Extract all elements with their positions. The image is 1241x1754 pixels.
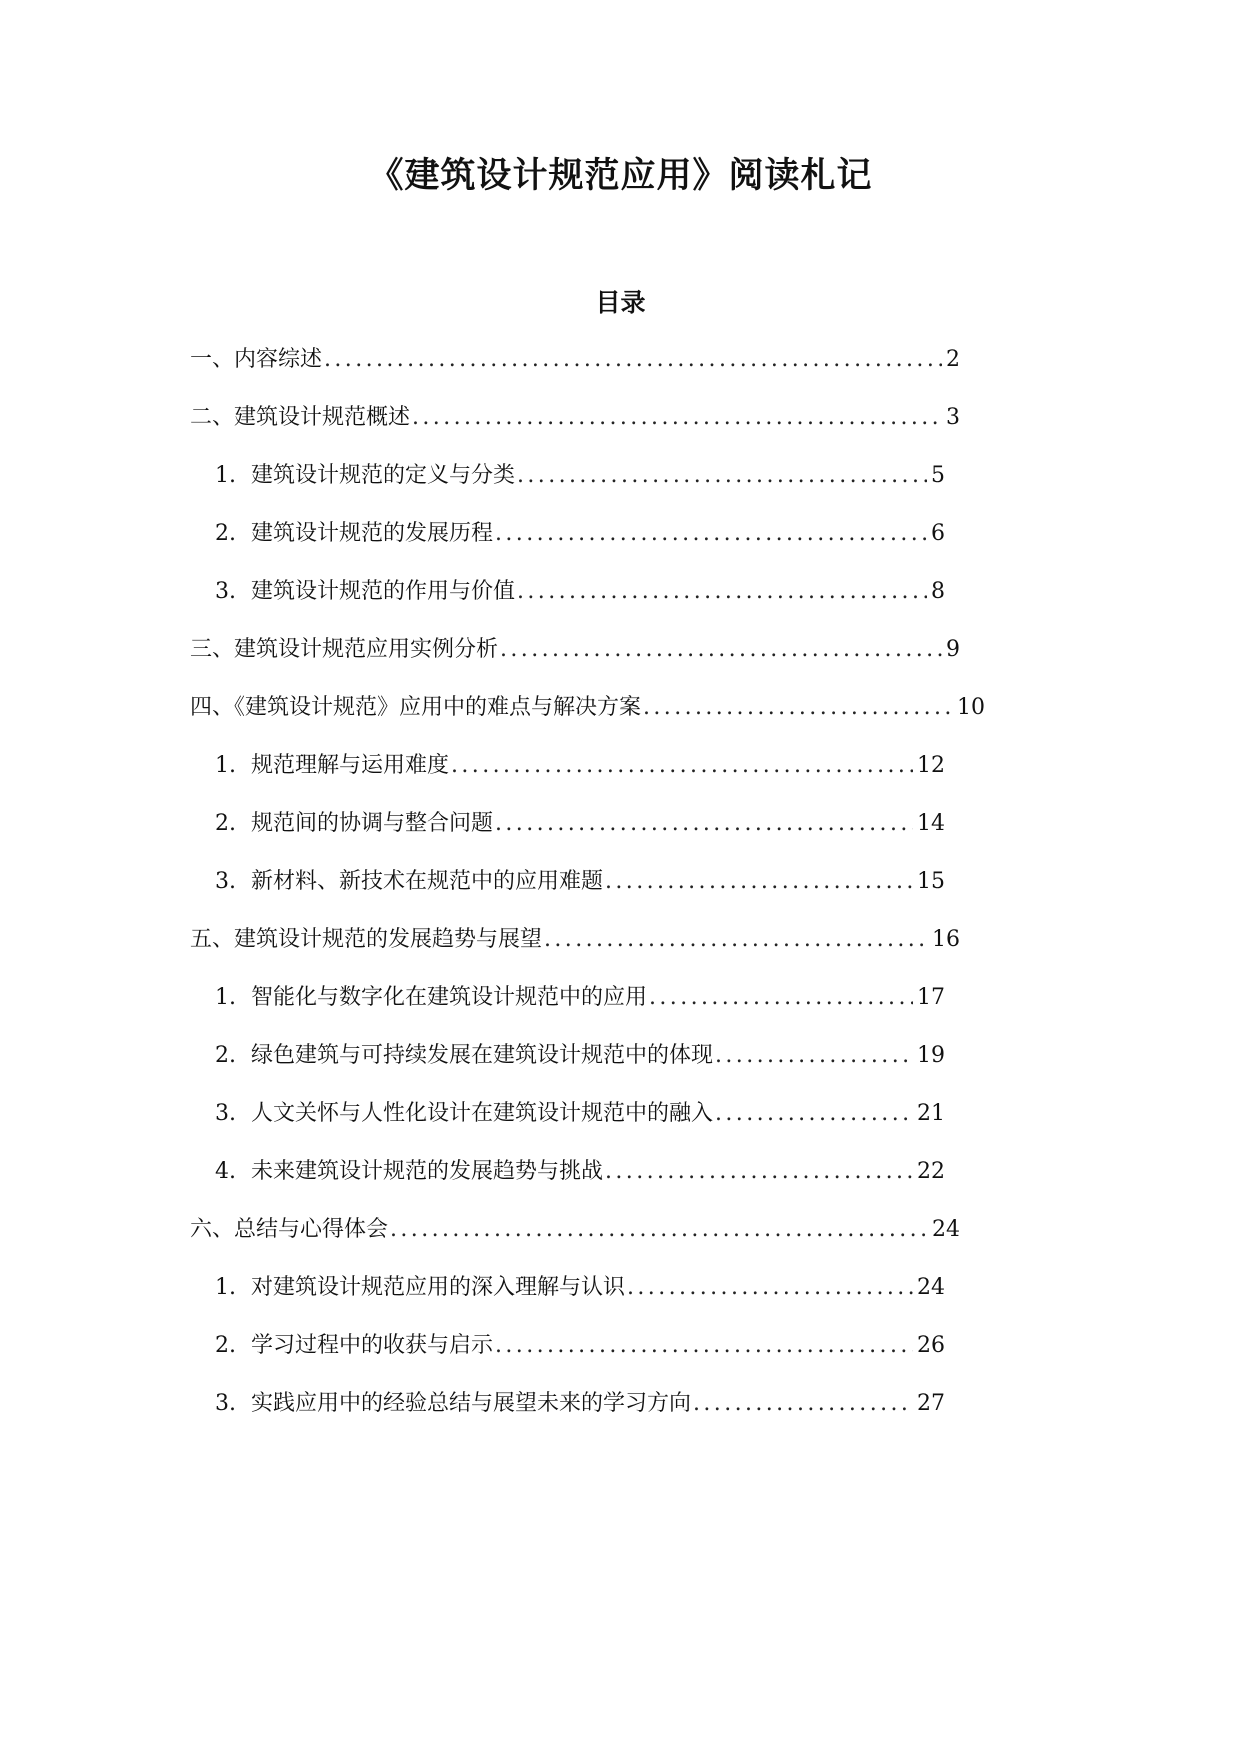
toc-entry-number: 3. xyxy=(215,1391,236,1416)
toc-entry-number: 3. xyxy=(215,869,236,894)
toc-entry[interactable] xyxy=(215,519,945,549)
toc-dot-leader xyxy=(643,693,953,723)
toc-entry-page-number: 16 xyxy=(932,927,960,952)
toc-entry-page-number: 6 xyxy=(931,521,945,546)
toc-entry[interactable] xyxy=(215,577,945,607)
toc-entry-title: 六、总结与心得体会 xyxy=(190,1217,389,1242)
toc-entry[interactable] xyxy=(215,1041,945,1071)
toc-dot-leader xyxy=(649,983,913,1013)
toc-entry-page-number: 14 xyxy=(917,811,945,836)
toc-dot-leader xyxy=(544,925,928,955)
toc-dot-leader xyxy=(715,1041,913,1071)
toc-entry[interactable] xyxy=(215,867,945,897)
toc-entry-number: 3. xyxy=(215,1101,236,1126)
toc-entry-title: 人文关怀与人性化设计在建筑设计规范中的融入 xyxy=(251,1101,714,1126)
toc-entry-title: 二、建筑设计规范概述 xyxy=(190,405,411,430)
toc-entry-number: 2. xyxy=(215,1333,236,1358)
toc-entry[interactable] xyxy=(215,1389,945,1419)
toc-entry-number: 1. xyxy=(215,1275,236,1300)
toc-dot-leader xyxy=(715,1099,913,1129)
toc-entry-number: 4. xyxy=(215,1159,236,1184)
toc-entry-title: 建筑设计规范的作用与价值 xyxy=(251,579,516,604)
toc-entry-title: 三、建筑设计规范应用实例分析 xyxy=(190,637,499,662)
toc-dot-leader xyxy=(412,403,942,433)
toc-entry[interactable] xyxy=(215,751,945,781)
toc-entry-page-number: 19 xyxy=(917,1043,945,1068)
toc-entry-title: 规范理解与运用难度 xyxy=(251,753,450,778)
toc-entry-page-number: 24 xyxy=(917,1275,945,1300)
toc-entry-title: 实践应用中的经验总结与展望未来的学习方向 xyxy=(251,1391,692,1416)
toc-entry[interactable] xyxy=(215,1331,945,1361)
toc-dot-leader xyxy=(495,519,927,549)
toc-entry[interactable] xyxy=(215,1157,945,1187)
toc-entry-page-number: 24 xyxy=(932,1217,960,1242)
toc-dot-leader xyxy=(495,809,913,839)
toc-dot-leader xyxy=(517,461,927,491)
toc-dot-leader xyxy=(627,1273,913,1303)
toc-entry-page-number: 17 xyxy=(917,985,945,1010)
toc-entry-page-number: 15 xyxy=(917,869,945,894)
toc-entry-page-number: 2 xyxy=(946,347,960,372)
toc-entry[interactable] xyxy=(215,461,945,491)
toc-entry[interactable] xyxy=(215,1273,945,1303)
toc-entry-title: 规范间的协调与整合问题 xyxy=(251,811,494,836)
toc-dot-leader xyxy=(451,751,913,781)
toc-entry-page-number: 12 xyxy=(917,753,945,778)
toc-entry[interactable] xyxy=(190,925,960,955)
toc-entry[interactable] xyxy=(190,635,960,665)
toc-entry-number: 3. xyxy=(215,579,236,604)
toc-entry-title: 对建筑设计规范应用的深入理解与认识 xyxy=(251,1275,626,1300)
toc-entry[interactable] xyxy=(190,403,960,433)
toc-dot-leader xyxy=(495,1331,913,1361)
toc-dot-leader xyxy=(693,1389,913,1419)
toc-entry-number: 1. xyxy=(215,463,236,488)
toc-entry-number: 2. xyxy=(215,811,236,836)
toc-entry-number: 2. xyxy=(215,1043,236,1068)
toc-entry-page-number: 10 xyxy=(957,695,985,720)
toc-dot-leader xyxy=(605,1157,913,1187)
toc-entry-page-number: 26 xyxy=(917,1333,945,1358)
toc-entry-page-number: 8 xyxy=(931,579,945,604)
toc-entry[interactable] xyxy=(190,345,960,375)
toc-entry-title: 未来建筑设计规范的发展趋势与挑战 xyxy=(251,1159,604,1184)
toc-entry-page-number: 9 xyxy=(946,637,960,662)
toc-entry-title: 建筑设计规范的发展历程 xyxy=(251,521,494,546)
toc-dot-leader xyxy=(500,635,942,665)
toc-entry-page-number: 22 xyxy=(917,1159,945,1184)
toc-entry-title: 智能化与数字化在建筑设计规范中的应用 xyxy=(251,985,648,1010)
toc-entry[interactable] xyxy=(190,693,985,723)
toc-entry[interactable] xyxy=(215,809,945,839)
toc-heading: 目录 xyxy=(595,288,646,317)
toc-dot-leader xyxy=(390,1215,928,1245)
toc-entry-title: 五、建筑设计规范的发展趋势与展望 xyxy=(190,927,543,952)
toc-entry-title: 新材料、新技术在规范中的应用难题 xyxy=(251,869,604,894)
toc-entry-page-number: 3 xyxy=(946,405,960,430)
toc-entry[interactable] xyxy=(215,1099,945,1129)
toc-entry[interactable] xyxy=(190,1215,960,1245)
toc-dot-leader xyxy=(324,345,942,375)
toc-entry-page-number: 5 xyxy=(931,463,945,488)
document-title: 《建筑设计规范应用》阅读札记 xyxy=(368,156,873,196)
toc-entry[interactable] xyxy=(215,983,945,1013)
toc-entry-title: 建筑设计规范的定义与分类 xyxy=(251,463,516,488)
toc-entry-title: 四、《建筑设计规范》应用中的难点与解决方案 xyxy=(190,695,642,720)
toc-dot-leader xyxy=(517,577,927,607)
toc-entry-title: 绿色建筑与可持续发展在建筑设计规范中的体现 xyxy=(251,1043,714,1068)
toc-entry-title: 一、内容综述 xyxy=(190,347,323,372)
toc-entry-title: 学习过程中的收获与启示 xyxy=(251,1333,494,1358)
toc-entry-page-number: 21 xyxy=(917,1101,945,1126)
toc-entry-page-number: 27 xyxy=(917,1391,945,1416)
toc-entry-number: 1. xyxy=(215,753,236,778)
toc-entry-number: 1. xyxy=(215,985,236,1010)
toc-entry-number: 2. xyxy=(215,521,236,546)
toc-dot-leader xyxy=(605,867,913,897)
